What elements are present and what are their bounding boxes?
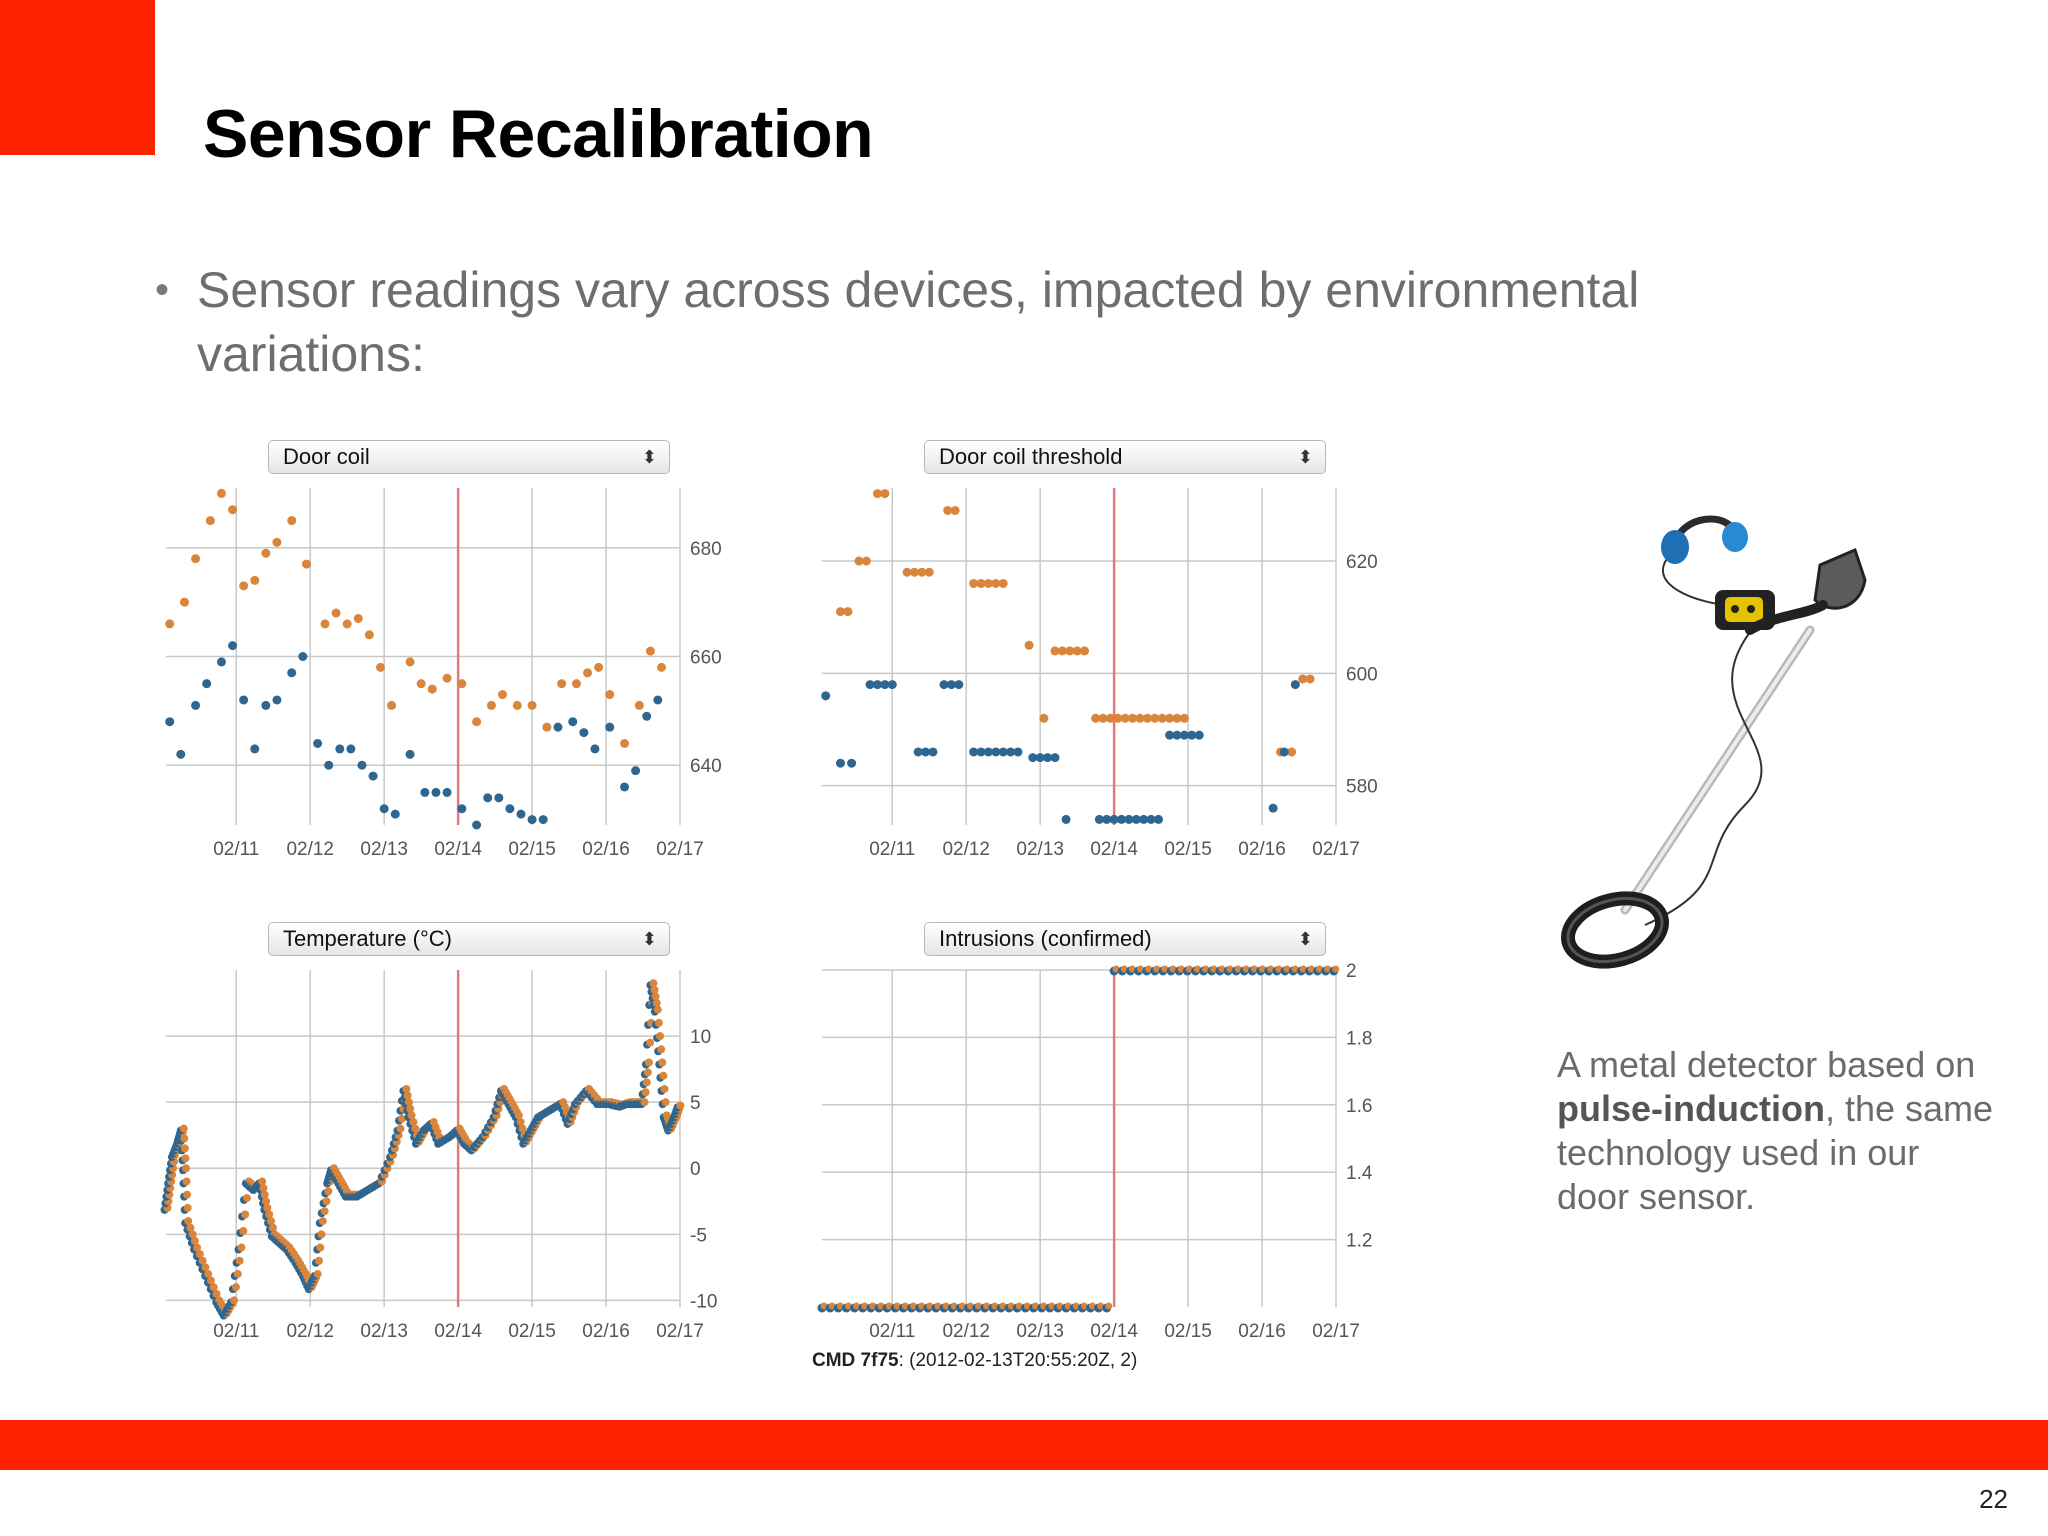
data-point-orange <box>404 1092 412 1100</box>
y-tick-label: 5 <box>690 1093 701 1115</box>
data-point-orange <box>1332 966 1339 973</box>
data-point-orange <box>641 1098 649 1106</box>
data-point-orange <box>181 1144 189 1152</box>
data-point-orange <box>660 1085 668 1093</box>
data-point-orange <box>676 1101 684 1109</box>
data-point-orange <box>230 1296 238 1304</box>
data-points <box>818 966 1340 1313</box>
x-tick-label: 02/16 <box>1238 1321 1286 1342</box>
y-tick-label: 1.6 <box>1346 1095 1373 1117</box>
x-tick-label: 02/15 <box>1164 1321 1212 1342</box>
data-point-blue <box>642 712 651 721</box>
data-point-orange <box>605 690 614 699</box>
data-point-orange <box>662 1098 670 1106</box>
command-value: : (2012-02-13T20:55:20Z, 2) <box>898 1350 1138 1371</box>
data-point-blue <box>335 744 344 753</box>
data-point-orange <box>1039 714 1048 723</box>
data-point-blue <box>954 680 963 689</box>
data-point-orange <box>239 581 248 590</box>
y-tick-label: -10 <box>690 1291 718 1313</box>
data-point-blue <box>1154 815 1163 824</box>
data-point-blue <box>191 701 200 710</box>
data-point-orange <box>843 607 852 616</box>
command-readout <box>812 1350 1137 1372</box>
slide-title: Sensor Recalibration <box>203 96 874 172</box>
y-tick-label: 0 <box>690 1159 701 1181</box>
x-tick-label: 02/17 <box>656 1321 704 1342</box>
data-point-blue <box>1195 731 1204 740</box>
data-point-orange <box>321 1207 329 1215</box>
data-point-orange <box>513 701 522 710</box>
data-point-orange <box>657 663 666 672</box>
x-tick-label: 02/14 <box>434 839 482 860</box>
data-point-orange <box>324 1187 332 1195</box>
data-point-orange <box>180 1135 188 1143</box>
data-point-orange <box>232 1283 240 1291</box>
data-point-orange <box>620 739 629 748</box>
y-tick-label: 1.8 <box>1346 1028 1373 1050</box>
data-point-orange <box>417 679 426 688</box>
data-point-orange <box>181 1154 189 1162</box>
data-points <box>165 489 666 830</box>
data-point-orange <box>457 679 466 688</box>
data-point-orange <box>1306 674 1315 683</box>
data-point-orange <box>250 576 259 585</box>
data-point-orange <box>655 1019 663 1027</box>
data-point-blue <box>928 747 937 756</box>
data-point-orange <box>234 1270 242 1278</box>
x-tick-label: 02/15 <box>1164 839 1212 860</box>
data-point-blue <box>553 723 562 732</box>
data-point-orange <box>657 1045 665 1053</box>
x-tick-label: 02/17 <box>1312 1321 1360 1342</box>
data-point-blue <box>516 810 525 819</box>
x-tick-label: 02/13 <box>1016 1321 1064 1342</box>
search-coil-icon <box>1561 889 1669 972</box>
data-point-blue <box>579 728 588 737</box>
grid-lines <box>166 488 680 825</box>
data-point-orange <box>402 1085 410 1093</box>
data-point-orange <box>217 489 226 498</box>
data-point-orange <box>557 679 566 688</box>
data-point-blue <box>1013 747 1022 756</box>
y-tick-label: 660 <box>690 647 722 669</box>
data-point-blue <box>847 759 856 768</box>
chart-panel-temperature <box>160 922 740 1342</box>
data-point-orange <box>656 1032 664 1040</box>
data-point-orange <box>183 1191 191 1199</box>
data-point-blue <box>313 739 322 748</box>
data-point-orange <box>239 1227 247 1235</box>
data-point-orange <box>180 1125 188 1133</box>
data-point-blue <box>631 766 640 775</box>
data-point-orange <box>1025 641 1034 650</box>
x-tick-label: 02/15 <box>508 839 556 860</box>
data-point-orange <box>428 685 437 694</box>
data-point-orange <box>658 1059 666 1067</box>
data-point-blue <box>369 772 378 781</box>
y-tick-label: 620 <box>1346 552 1378 574</box>
data-point-blue <box>324 761 333 770</box>
data-point-orange <box>646 647 655 656</box>
data-point-orange <box>406 1105 414 1113</box>
data-point-blue <box>472 821 481 830</box>
door-coil-threshold-chart <box>816 440 1396 860</box>
y-tick-label: 1.2 <box>1346 1230 1373 1252</box>
data-point-orange <box>643 1078 651 1086</box>
data-point-blue <box>1062 815 1071 824</box>
data-point-orange <box>262 1197 270 1205</box>
data-point-blue <box>1280 747 1289 756</box>
data-point-blue <box>202 679 211 688</box>
data-point-orange <box>659 1072 667 1080</box>
data-point-blue <box>250 744 259 753</box>
data-point-orange <box>880 489 889 498</box>
x-tick-label: 02/11 <box>869 1321 916 1342</box>
x-tick-label: 02/15 <box>508 1321 556 1342</box>
data-point-orange <box>528 701 537 710</box>
chart-panel-door-coil <box>160 440 740 860</box>
x-tick-label: 02/11 <box>213 839 260 860</box>
data-point-orange <box>258 1177 266 1185</box>
data-point-blue <box>653 695 662 704</box>
selector-label: Temperature (°C) <box>283 926 452 951</box>
y-tick-label: -5 <box>690 1225 707 1247</box>
updown-arrows-icon: ⬍ <box>1297 447 1313 467</box>
data-point-blue <box>539 815 548 824</box>
data-point-orange <box>165 619 174 628</box>
data-point-orange <box>191 554 200 563</box>
temperature-chart <box>160 922 740 1342</box>
bullet-text: Sensor readings vary across devices, impacted by environmental variations: <box>197 262 1640 382</box>
data-point-orange <box>206 516 215 525</box>
data-point-blue <box>406 750 415 759</box>
data-point-blue <box>228 641 237 650</box>
y-tick-label: 1.4 <box>1346 1163 1373 1185</box>
arm-cuff-icon <box>1815 550 1865 608</box>
data-point-orange <box>314 1270 322 1278</box>
data-point-blue <box>261 701 270 710</box>
updown-arrows-icon: ⬍ <box>641 929 657 949</box>
x-tick-label: 02/17 <box>1312 839 1360 860</box>
data-point-blue <box>457 804 466 813</box>
x-tick-label: 02/14 <box>434 1321 482 1342</box>
data-point-orange <box>287 516 296 525</box>
data-point-orange <box>228 505 237 514</box>
x-tick-label: 02/11 <box>869 839 916 860</box>
y-tick-label: 580 <box>1346 776 1378 798</box>
data-point-blue <box>431 788 440 797</box>
data-point-blue <box>1269 804 1278 813</box>
data-point-orange <box>354 614 363 623</box>
data-point-orange <box>261 549 270 558</box>
data-points <box>821 489 1314 824</box>
x-tick-label: 02/16 <box>1238 839 1286 860</box>
data-point-orange <box>183 1177 191 1185</box>
detector-shaft <box>1625 630 1810 910</box>
data-point-orange <box>999 579 1008 588</box>
caption-text: A metal detector based on <box>1557 1044 1976 1085</box>
x-tick-label: 02/14 <box>1090 1321 1138 1342</box>
data-point-blue <box>391 810 400 819</box>
data-point-orange <box>241 1210 249 1218</box>
data-point-orange <box>406 657 415 666</box>
updown-arrows-icon: ⬍ <box>641 447 657 467</box>
chart-panel-door-coil-threshold <box>816 440 1396 860</box>
data-point-blue <box>239 695 248 704</box>
x-tick-label: 02/12 <box>942 1321 990 1342</box>
data-point-orange <box>644 1068 652 1076</box>
data-point-blue <box>1291 680 1300 689</box>
caption-emphasis: pulse-induction <box>1557 1088 1825 1129</box>
data-point-orange <box>316 1244 324 1252</box>
data-point-orange <box>259 1184 267 1192</box>
data-point-orange <box>642 1088 650 1096</box>
door-coil-chart <box>160 440 740 860</box>
y-tick-label: 640 <box>690 756 722 778</box>
data-point-orange <box>387 701 396 710</box>
data-point-blue <box>443 788 452 797</box>
data-point-orange <box>184 1204 192 1212</box>
data-point-orange <box>376 663 385 672</box>
y-tick-label: 600 <box>1346 664 1378 686</box>
data-point-orange <box>272 538 281 547</box>
data-point-blue <box>568 717 577 726</box>
data-point-orange <box>1080 646 1089 655</box>
data-point-orange <box>487 701 496 710</box>
data-point-blue <box>505 804 514 813</box>
data-point-blue <box>287 668 296 677</box>
data-point-blue <box>836 759 845 768</box>
x-tick-label: 02/16 <box>582 1321 630 1342</box>
data-point-orange <box>180 598 189 607</box>
corner-accent-block <box>0 0 155 155</box>
data-point-blue <box>528 815 537 824</box>
data-point-orange <box>572 679 581 688</box>
caption-text-end: , the same technology used in our door sensor. <box>1557 1088 1994 1217</box>
data-point-blue <box>605 723 614 732</box>
image-caption <box>1557 1043 1997 1219</box>
selector-label: Door coil threshold <box>939 444 1123 469</box>
x-tick-label: 02/16 <box>582 839 630 860</box>
selector-label: Intrusions (confirmed) <box>939 926 1152 951</box>
data-point-orange <box>237 1244 245 1252</box>
data-point-orange <box>398 1115 406 1123</box>
y-tick-label: 680 <box>690 538 722 560</box>
data-point-blue <box>821 691 830 700</box>
data-point-blue <box>217 657 226 666</box>
data-point-orange <box>1180 714 1189 723</box>
chart-panel-intrusions <box>816 922 1396 1342</box>
data-point-blue <box>272 695 281 704</box>
data-point-blue <box>298 652 307 661</box>
headphones-icon <box>1661 519 1748 564</box>
data-point-blue <box>620 782 629 791</box>
data-point-orange <box>315 1257 323 1265</box>
y-tick-label: 2 <box>1346 961 1357 982</box>
intrusions-chart <box>816 922 1396 1342</box>
data-point-orange <box>302 560 311 569</box>
data-point-orange <box>635 701 644 710</box>
data-point-orange <box>321 619 330 628</box>
data-point-orange <box>323 1197 331 1205</box>
data-point-blue <box>483 793 492 802</box>
data-point-orange <box>951 506 960 515</box>
data-point-orange <box>862 557 871 566</box>
data-point-orange <box>396 1125 404 1133</box>
x-tick-label: 02/13 <box>360 839 408 860</box>
metal-detector-illustration <box>1555 505 1895 980</box>
detector-cable <box>1645 615 1765 925</box>
x-tick-label: 02/12 <box>286 1321 334 1342</box>
data-point-orange <box>318 1230 326 1238</box>
data-point-orange <box>646 1039 654 1047</box>
data-point-orange <box>925 568 934 577</box>
data-point-blue <box>888 680 897 689</box>
bullet-marker: • <box>155 268 170 312</box>
data-point-orange <box>654 1006 662 1014</box>
data-point-orange <box>645 1059 653 1067</box>
data-point-blue <box>176 750 185 759</box>
data-point-orange <box>583 668 592 677</box>
data-point-blue <box>1050 753 1059 762</box>
data-point-orange <box>594 663 603 672</box>
data-point-orange <box>261 1191 269 1199</box>
data-point-blue <box>494 793 503 802</box>
x-tick-label: 02/13 <box>360 1321 408 1342</box>
data-point-blue <box>590 744 599 753</box>
data-point-blue <box>420 788 429 797</box>
x-tick-label: 02/14 <box>1090 839 1138 860</box>
x-tick-label: 02/12 <box>286 839 334 860</box>
data-point-orange <box>1105 1303 1112 1310</box>
data-point-orange <box>542 723 551 732</box>
data-point-orange <box>405 1098 413 1106</box>
x-tick-label: 02/12 <box>942 839 990 860</box>
data-point-orange <box>236 1257 244 1265</box>
x-tick-label: 02/11 <box>213 1321 260 1342</box>
data-point-orange <box>498 690 507 699</box>
x-tick-label: 02/17 <box>656 839 704 860</box>
data-point-orange <box>343 619 352 628</box>
grid-lines <box>822 488 1336 825</box>
command-label: CMD 7f75 <box>812 1350 899 1371</box>
selector-label: Door coil <box>283 444 370 469</box>
data-point-orange <box>332 609 341 618</box>
data-point-orange <box>319 1217 327 1225</box>
bullet-point <box>155 258 1775 386</box>
data-point-orange <box>365 630 374 639</box>
data-point-blue <box>380 804 389 813</box>
data-point-orange <box>243 1194 251 1202</box>
x-tick-label: 02/13 <box>1016 839 1064 860</box>
footer-accent-bar <box>0 1420 2048 1470</box>
y-tick-label: 10 <box>690 1027 712 1049</box>
data-point-orange <box>182 1164 190 1172</box>
data-point-blue <box>346 744 355 753</box>
updown-arrows-icon: ⬍ <box>1297 929 1313 949</box>
grid-lines <box>822 970 1336 1307</box>
data-point-orange <box>472 717 481 726</box>
data-point-blue <box>165 717 174 726</box>
data-point-blue <box>357 761 366 770</box>
data-point-orange <box>443 674 452 683</box>
page-number: 22 <box>1979 1484 2008 1514</box>
